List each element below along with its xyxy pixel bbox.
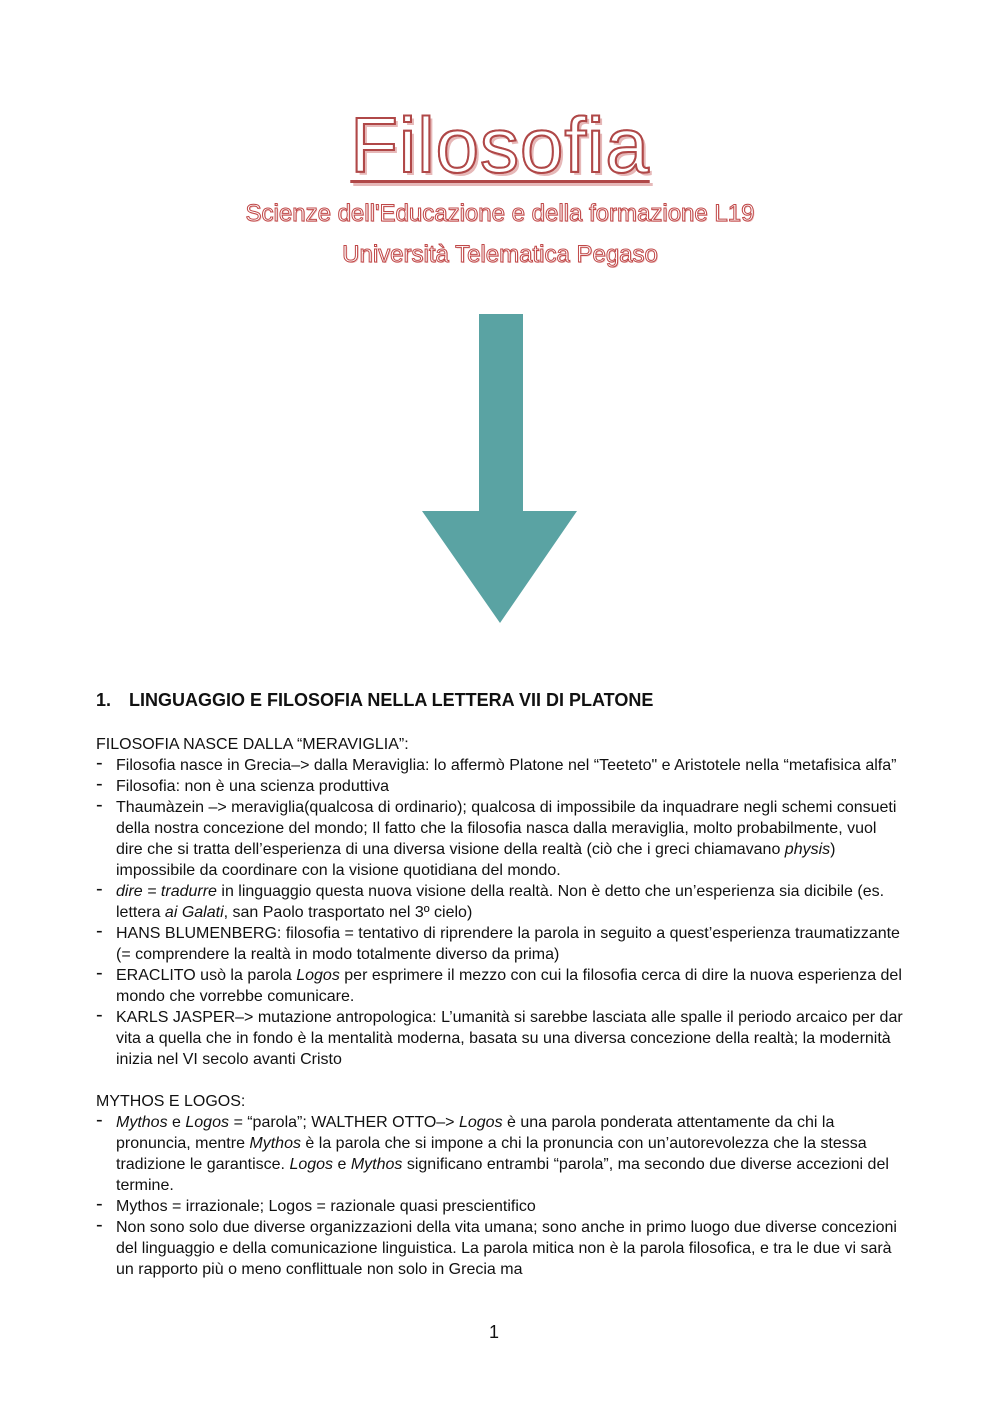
section-heading	[96, 688, 906, 712]
italic-term: Mythos	[350, 1156, 403, 1173]
italic-term: ai Galati	[164, 904, 224, 921]
list-item-text: Filosofia nasce in Grecia–> dalla Meraviglia: lo affermò Platone nel “Teeteto" e Aristotele nella “metafisica alfa”	[116, 757, 897, 774]
list-item-text: “parola”; WALTHER OTTO–>	[242, 1114, 459, 1131]
italic-term: Logos =	[185, 1114, 243, 1131]
italic-term: Mythos	[116, 1114, 168, 1131]
section-heading-text: LINGUAGGIO E FILOSOFIA NELLA LETTERA VII DI PLATONE	[129, 690, 654, 710]
list-item	[96, 776, 906, 797]
list-item	[96, 1217, 906, 1280]
group-label: MYTHOS E LOGOS:	[96, 1093, 246, 1110]
bullet-list	[96, 1112, 906, 1280]
list-item-text: KARLS JASPER–> mutazione antropologica: L’umanità si sarebbe lasciata alle spalle il periodo arcaico per dar vita a quella che in fondo è la mentalità moderna, basata su una diversa concezione della realtà; la modernità inizia nel VI secolo avanti Cristo	[116, 1009, 903, 1068]
list-item-text: HANS BLUMENBERG: filosofia = tentativo di riprendere la parola in seguito a quest’esperienza traumatizzante (= comprendere la realtà in modo totalmente diverso da prima)	[116, 925, 900, 963]
list-item	[96, 881, 906, 923]
list-item-text: e	[167, 1114, 186, 1131]
list-item	[96, 923, 906, 965]
list-item-text: Non sono solo due diverse organizzazioni della vita umana; sono anche in primo luogo due diverse concezioni del linguaggio e della comunicazione linguistica. La parola mitica non è la parola filosofica, e tra le due vi sarà un rapporto più o meno conflittuale non solo in Grecia ma	[116, 1219, 897, 1278]
list-item	[96, 1007, 906, 1070]
bullet-list	[96, 755, 906, 1070]
italic-term: Mythos	[249, 1135, 301, 1152]
italic-term: dire = tradurre	[116, 883, 217, 900]
list-item-text: ) impossibile da coordinare con la visione quotidiana del mondo.	[116, 841, 836, 879]
list-item-text: ERACLITO usò la parola	[116, 967, 297, 984]
document-title: Filosofia	[350, 101, 650, 189]
list-item	[96, 1112, 906, 1196]
italic-term: Logos	[458, 1114, 503, 1131]
list-item	[96, 755, 906, 776]
list-item-text: , san Paolo trasportato nel 3º cielo)	[223, 904, 473, 921]
list-item	[96, 1196, 906, 1217]
list-item-text: è la parola che si impone a chi la pronuncia con un’autorevolezza che la stessa tradizione le garantisce.	[116, 1135, 867, 1173]
down-arrow-icon	[420, 314, 578, 624]
section-number: 1.	[96, 690, 112, 710]
list-item-text: Thaumàzein –> meraviglia(qualcosa di ordinario); qualcosa di impossibile da inquadrare negli schemi consueti della nostra concezione del mondo; Il fatto che la filosofia nasca dalla meraviglia, molto probabilmente, vuol dire che si tratta dell’esperienza di una diversa visione della realtà (ciò che i greci chiamavano	[116, 799, 897, 858]
list-item-text: e	[333, 1156, 351, 1173]
page-number: 1	[488, 1322, 499, 1342]
list-item-text: Mythos = irrazionale; Logos = razionale quasi prescientifico	[116, 1198, 536, 1215]
list-item-text: è una parola ponderata attentamente da chi la pronuncia, mentre	[116, 1114, 835, 1152]
list-item	[96, 797, 906, 881]
section-groups	[96, 734, 906, 1280]
document-subtitle-university: Università Telematica Pegaso	[342, 241, 658, 268]
list-item	[96, 965, 906, 1007]
list-item-text: Filosofia: non è una scienza produttiva	[116, 778, 390, 795]
document-subtitle-course: Scienze dell'Educazione e della formazione L19	[245, 200, 755, 227]
list-item-text: significano entrambi “parola”, ma secondo due diverse accezioni del termine.	[116, 1156, 889, 1194]
italic-term: Logos	[289, 1156, 334, 1173]
italic-term: physis	[784, 841, 831, 858]
list-item-text: in linguaggio questa nuova visione della realtà. Non è detto che un’esperienza sia dicibile (es. lettera	[116, 883, 885, 921]
italic-term: Logos	[296, 967, 340, 984]
section-content	[96, 688, 906, 1280]
list-item-text: per esprimere il mezzo con cui la filosofia cerca di dire la nuova esperienza del mondo che vorrebbe comunicare.	[116, 967, 902, 1005]
group-label: FILOSOFIA NASCE DALLA “MERAVIGLIA”:	[96, 736, 409, 753]
